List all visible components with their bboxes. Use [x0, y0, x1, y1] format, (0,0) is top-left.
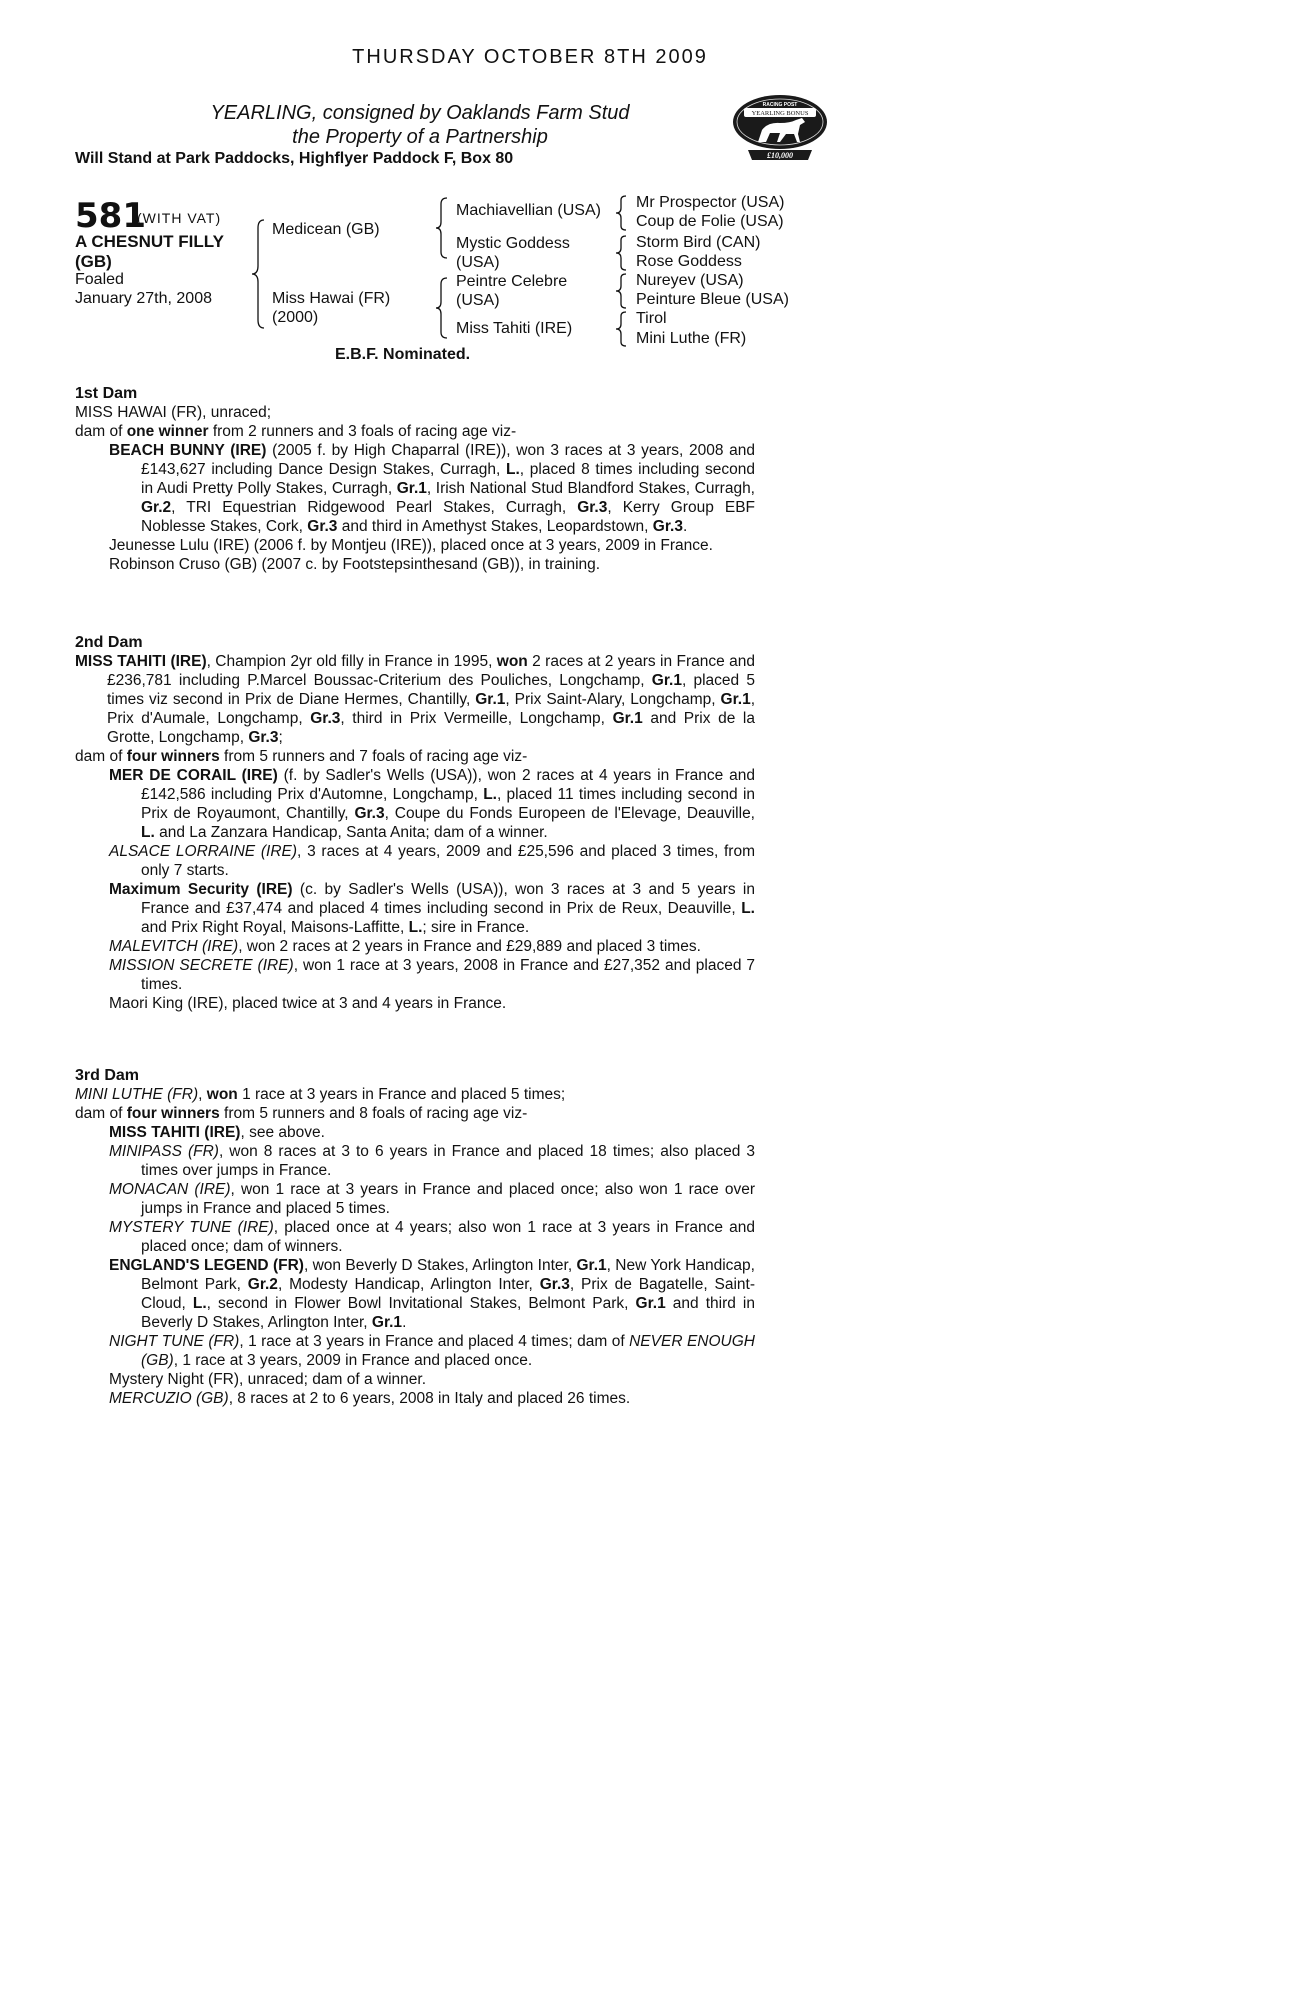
produce-monacan: MONACAN (IRE), won 1 race at 3 years in France and placed once; also won 1 race over jumps in France and placed 5 times. — [109, 1181, 755, 1217]
third-dam-record: MINI LUTHE (FR), won 1 race at 3 years in France and placed 5 times; — [75, 1086, 566, 1103]
property-line: the Property of a Partnership — [292, 126, 548, 148]
produce-englands-legend: ENGLAND'S LEGEND (FR), won Beverly D Stakes, Arlington Inter, Gr.1, New York Handicap, Belmont Park, Gr.2, Modesty Handicap, Arlington Inter, Gr.3, Prix de Bagatelle, Saint-Cloud, L., second in Flower Bowl Invitational Stakes, Belmont Park, Gr.1 and third in Beverly D Stakes, Arlington Inter, Gr.1. — [109, 1257, 756, 1331]
second-dam-section — [75, 633, 755, 1013]
third-dam-section — [75, 1066, 755, 1408]
pedigree-sss: Mr Prospector (USA) — [636, 194, 785, 211]
produce-miss-tahiti: MISS TAHITI (IRE), see above. — [109, 1124, 325, 1141]
consignor-line: YEARLING, consigned by Oaklands Farm Stud — [210, 102, 630, 124]
lot-description: A CHESNUT FILLY (GB) — [75, 232, 224, 271]
produce-jeunesse-lulu: Jeunesse Lulu (IRE) (2006 f. by Montjeu (IRE)), placed once at 3 years, 2009 in France. — [109, 537, 713, 554]
first-dam-name: MISS HAWAI (FR), unraced; — [75, 404, 272, 421]
pedigree-sire-dam-origin: (USA) — [456, 254, 500, 271]
produce-robinson-cruso: Robinson Cruso (GB) (2007 c. by Footstepsinthesand (GB)), in training. — [109, 556, 601, 573]
second-dam-record: MISS TAHITI (IRE), Champion 2yr old filly in France in 1995, won 2 races at 2 years in France and £236,781 including P.Marcel Boussac-Criterium des Pouliches, Longchamp, Gr.1, placed 5 times viz second in Prix de Diane Hermes, Chantilly, Gr.1, Prix Saint-Alary, Longchamp, Gr.1, Prix d'Aumale, Longchamp, Gr.3, third in Prix Vermeille, Longchamp, Gr.1 and Prix de la Grotte, Longchamp, Gr.3; — [75, 653, 756, 746]
produce-malevitch: MALEVITCH (IRE), won 2 races at 2 years in France and £29,889 and placed 3 times. — [109, 938, 701, 955]
produce-alsace-lorraine: ALSACE LORRAINE (IRE), 3 races at 4 years, 2009 and £25,596 and placed 3 times, from only 7 starts. — [109, 843, 756, 879]
third-dam-produce-summary: dam of four winners from 5 runners and 8 foals of racing age viz- — [75, 1105, 528, 1122]
second-dam-produce-summary: dam of four winners from 5 runners and 7 foals of racing age viz- — [75, 748, 528, 765]
badge-top-text: RACING POST — [762, 102, 798, 108]
foaled-info — [75, 270, 212, 308]
badge-amount: £10,000 — [767, 151, 793, 160]
produce-mystery-tune: MYSTERY TUNE (IRE), placed once at 4 years; also won 1 race at 3 years in France and placed once; dam of winners. — [109, 1219, 755, 1255]
pedigree-sire: Medicean (GB) — [272, 221, 380, 238]
pedigree-sire-dam-name: Mystic Goddess — [456, 235, 570, 252]
pedigree-dam-year: (2000) — [272, 309, 319, 326]
produce-mercuzio: MERCUZIO (GB), 8 races at 2 to 6 years, 2008 in Italy and placed 26 times. — [109, 1390, 631, 1407]
produce-minipass: MINIPASS (FR), won 8 races at 3 to 6 years in France and placed 18 times; also placed 3 times over jumps in France. — [109, 1143, 755, 1179]
produce-mystery-night: Mystery Night (FR), unraced; dam of a winner. — [109, 1371, 427, 1388]
stand-location: Will Stand at Park Paddocks, Highflyer Paddock F, Box 80 — [75, 150, 514, 167]
foaled-label: Foaled — [75, 271, 124, 288]
pedigree-ddd: Mini Luthe (FR) — [636, 330, 747, 347]
pedigree-brace-5 — [614, 234, 630, 272]
pedigree-dam — [272, 289, 390, 327]
pedigree-brace-6 — [614, 272, 630, 310]
ebf-nomination: E.B.F. Nominated. — [335, 346, 471, 363]
pedigree-ssd: Coup de Folie (USA) — [636, 213, 784, 230]
pedigree-sds: Storm Bird (CAN) — [636, 234, 761, 251]
produce-maori-king: Maori King (IRE), placed twice at 3 and 4 years in France. — [109, 995, 507, 1012]
pedigree-dam-sire-origin: (USA) — [456, 292, 500, 309]
pedigree-dsd: Peinture Bleue (USA) — [636, 291, 789, 308]
produce-mer-de-corail: MER DE CORAIL (IRE) (f. by Sadler's Wells (USA)), won 2 races at 4 years in France and £142,586 including Prix d'Automne, Longchamp, L., placed 11 times including second in Prix de Royaumont, Chantilly, Gr.3, Coupe du Fonds Europeen de l'Elevage, Deauville, L. and La Zanzara Handicap, Santa Anita; dam of a winner. — [109, 767, 756, 841]
pedigree-brace-2 — [434, 196, 452, 260]
produce-beach-bunny: BEACH BUNNY (IRE) (2005 f. by High Chaparral (IRE)), won 3 races at 3 years, 2008 and £143,627 including Dance Design Stakes, Curragh, L., placed 8 times including second in Audi Pretty Polly Stakes, Curragh, Gr.1, Irish National Stud Blandford Stakes, Curragh, Gr.2, TRI Equestrian Ridgewood Pearl Stakes, Curragh, Gr.3, Kerry Group EBF Noblesse Stakes, Cork, Gr.3 and third in Amethyst Stakes, Leopardstown, Gr.3. — [109, 442, 755, 535]
produce-night-tune: NIGHT TUNE (FR), 1 race at 3 years in France and placed 4 times; dam of NEVER ENOUGH (GB), 1 race at 3 years, 2009 in France and placed once. — [109, 1333, 755, 1369]
pedigree-brace-3 — [434, 276, 452, 340]
pedigree-brace-7 — [614, 310, 630, 348]
pedigree-dam-sire-name: Peintre Celebre — [456, 273, 568, 290]
pedigree-sire-sire: Machiavellian (USA) — [456, 202, 601, 219]
pedigree-sdd: Rose Goddess — [636, 253, 742, 270]
produce-mission-secrete: MISSION SECRETE (IRE), won 1 race at 3 years, 2008 in France and £27,352 and placed 7 times. — [109, 957, 755, 993]
vat-note: (WITH VAT) — [137, 210, 222, 226]
first-dam-heading: 1st Dam — [75, 385, 138, 402]
badge-middle-text: YEARLING BONUS — [751, 110, 809, 117]
pedigree-dds: Tirol — [636, 310, 667, 327]
pedigree-dam-name: Miss Hawai (FR) — [272, 290, 391, 307]
pedigree-brace-4 — [614, 194, 630, 232]
pedigree-brace-1 — [250, 218, 270, 330]
birth-date: January 27th, 2008 — [75, 290, 212, 307]
first-dam-produce-summary: dam of one winner from 2 runners and 3 foals of racing age viz- — [75, 423, 517, 440]
yearling-bonus-badge — [728, 92, 832, 162]
lot-number: 581 — [75, 196, 146, 236]
produce-maximum-security: Maximum Security (IRE) (c. by Sadler's Wells (USA)), won 3 races at 3 and 5 years in France and £37,474 and placed 4 times including second in Prix de Reux, Deauville, L. and Prix Right Royal, Maisons-Laffitte, L.; sire in France. — [109, 881, 755, 936]
sale-date: THURSDAY OCTOBER 8TH 2009 — [352, 46, 708, 68]
pedigree-dam-dam: Miss Tahiti (IRE) — [456, 320, 573, 337]
pedigree-dam-sire — [456, 272, 567, 310]
second-dam-heading: 2nd Dam — [75, 634, 143, 651]
first-dam-section — [75, 384, 755, 574]
third-dam-heading: 3rd Dam — [75, 1067, 140, 1084]
pedigree-sire-dam — [456, 234, 570, 272]
pedigree-dss: Nureyev (USA) — [636, 272, 744, 289]
